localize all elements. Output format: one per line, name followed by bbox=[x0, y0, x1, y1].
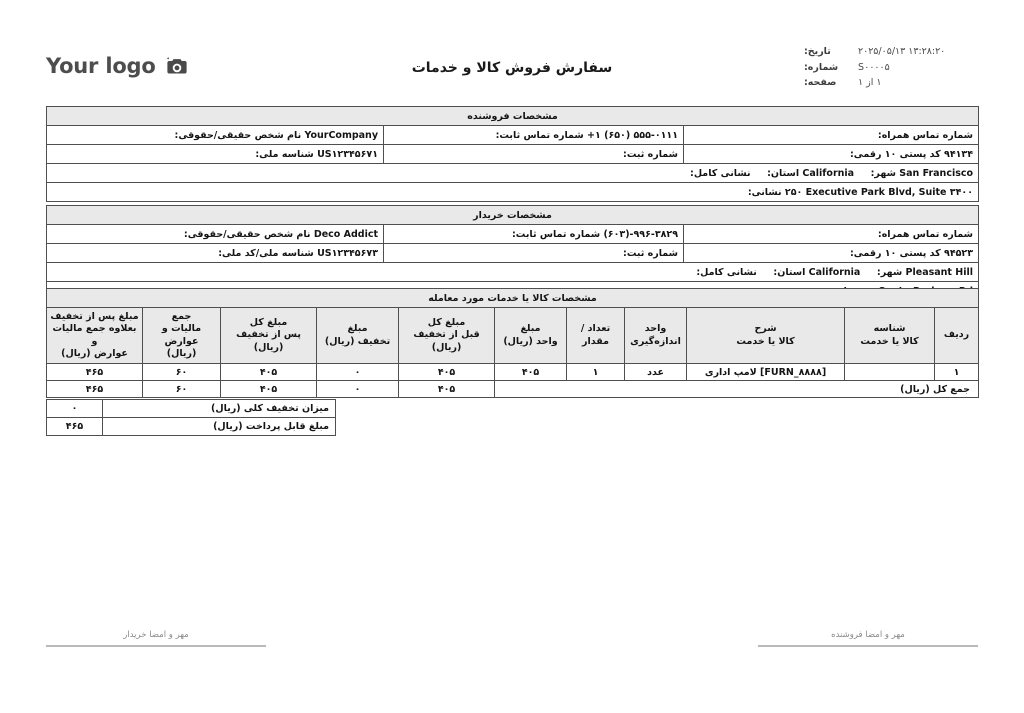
seller-phone-value: +۱ (۶۵۰) ۵۵۵-۰۱۱۱ bbox=[587, 129, 679, 141]
seller-postal-value: ۹۴۱۳۴ bbox=[944, 148, 974, 160]
row-discount: ۰ bbox=[317, 364, 399, 381]
buyer-postal-cell bbox=[684, 244, 979, 263]
row-unit: عدد bbox=[625, 364, 687, 381]
buyer-national-id-value: US۱۲۳۴۵۶۷۳ bbox=[317, 247, 379, 259]
buyer-registration-cell bbox=[384, 244, 684, 263]
seller-phone-label: شماره تماس ثابت: bbox=[495, 129, 584, 141]
document-meta bbox=[804, 44, 978, 91]
column-header-total-after-discount: مبلغ کل پس از تخفیف (ریال) bbox=[221, 308, 317, 364]
buyer-band-row bbox=[47, 206, 979, 225]
column-header-tax: جمع مالیات و عوارض (ریال) bbox=[143, 308, 221, 364]
table-row bbox=[47, 263, 979, 282]
buyer-name-value: Deco Addict bbox=[313, 228, 379, 240]
table-row bbox=[47, 145, 979, 164]
seller-band-row bbox=[47, 107, 979, 126]
buyer-section-title: مشخصات خریدار bbox=[47, 206, 979, 225]
column-header-discount: مبلغ تخفیف (ریال) bbox=[317, 308, 399, 364]
row-total-before-discount: ۴۰۵ bbox=[399, 364, 495, 381]
seller-registration-cell bbox=[384, 145, 684, 164]
column-header-unit: واحد اندازه‌گیری bbox=[625, 308, 687, 364]
column-header-qty: تعداد / مقدار bbox=[567, 308, 625, 364]
table-row bbox=[47, 164, 979, 183]
total-discount-label: میزان تخفیف کلی (ریال) bbox=[103, 400, 336, 418]
seller-name-value: YourCompany bbox=[304, 129, 379, 141]
seller-full-address-label: نشانی کامل: bbox=[690, 167, 751, 179]
buyer-province-label: استان: bbox=[773, 266, 806, 278]
buyer-postal-value: ۹۴۵۲۳ bbox=[944, 247, 974, 259]
meta-number-value: S۰۰۰۰۵ bbox=[858, 61, 890, 73]
buyer-table bbox=[46, 205, 979, 301]
seller-table bbox=[46, 106, 979, 202]
seller-city-value: San Francisco bbox=[899, 167, 974, 179]
seller-postal-cell bbox=[684, 145, 979, 164]
buyer-full-address-label: نشانی کامل: bbox=[696, 266, 757, 278]
buyer-name-label: نام شخص حقیقی/حقوقی: bbox=[183, 228, 311, 240]
row-unit-price: ۴۰۵ bbox=[495, 364, 567, 381]
buyer-national-id-cell bbox=[47, 244, 384, 263]
buyer-phone-cell bbox=[384, 225, 684, 244]
items-table bbox=[46, 288, 979, 398]
meta-number-row bbox=[804, 60, 978, 76]
seller-name-label: نام شخص حقیقی/حقوقی: bbox=[174, 129, 302, 141]
items-total-with-tax: ۴۶۵ bbox=[47, 381, 143, 398]
seller-signature-line bbox=[758, 645, 978, 647]
row-total-after-discount: ۴۰۵ bbox=[221, 364, 317, 381]
logo-text: Your logo bbox=[46, 54, 156, 78]
items-total-tax: ۶۰ bbox=[143, 381, 221, 398]
items-total-discount: ۰ bbox=[317, 381, 399, 398]
meta-date-value: ۱۳:۲۸:۲۰ ۲۰۲۵/۰۵/۱۳ bbox=[858, 46, 946, 57]
table-row bbox=[47, 364, 979, 381]
column-header-desc: شرح کالا یا خدمت bbox=[687, 308, 845, 364]
seller-national-id-label: شناسه ملی: bbox=[255, 148, 314, 160]
items-header-row bbox=[47, 308, 979, 364]
meta-page-value: ۱ از ۱ bbox=[858, 77, 882, 88]
total-discount-row bbox=[47, 400, 336, 418]
items-total-before-discount: ۴۰۵ bbox=[399, 381, 495, 398]
seller-location-cell bbox=[47, 164, 979, 183]
table-row bbox=[47, 126, 979, 145]
meta-page-row bbox=[804, 75, 978, 91]
buyer-signature-label: مهر و امضا خریدار bbox=[123, 630, 189, 640]
seller-signature-label: مهر و امضا فروشنده bbox=[831, 630, 905, 640]
amount-payable-value: ۴۶۵ bbox=[47, 418, 103, 436]
row-quantity: ۱ bbox=[567, 364, 625, 381]
seller-section-title: مشخصات فروشنده bbox=[47, 107, 979, 126]
document-header bbox=[46, 44, 978, 102]
seller-address-cell bbox=[47, 183, 979, 202]
seller-national-id-value: US۱۲۳۴۵۶۷۱ bbox=[317, 148, 379, 160]
table-row bbox=[47, 225, 979, 244]
column-header-code: شناسه کالا یا خدمت bbox=[845, 308, 935, 364]
table-row bbox=[47, 244, 979, 263]
totals-table bbox=[46, 399, 336, 436]
seller-address-value: ۲۵۰ Executive Park Blvd, Suite ۳۴۰۰ bbox=[784, 186, 974, 198]
seller-registration-label: شماره ثبت: bbox=[623, 148, 679, 160]
amount-payable-row bbox=[47, 418, 336, 436]
amount-payable-label: مبلغ قابل پرداخت (ریال) bbox=[103, 418, 336, 436]
table-row bbox=[47, 183, 979, 202]
buyer-signature-block bbox=[46, 630, 266, 647]
column-header-grand: مبلغ پس از تخفیف بعلاوه جمع مالیات و عوارض (ریال) bbox=[47, 308, 143, 364]
seller-name-cell bbox=[47, 126, 384, 145]
seller-mobile-label: شماره تماس همراه: bbox=[877, 129, 974, 141]
items-total-after-discount: ۴۰۵ bbox=[221, 381, 317, 398]
buyer-mobile-label: شماره تماس همراه: bbox=[877, 228, 974, 240]
buyer-city-value: Pleasant Hill bbox=[905, 266, 974, 278]
buyer-registration-label: شماره ثبت: bbox=[623, 247, 679, 259]
buyer-location-cell bbox=[47, 263, 979, 282]
items-band-row bbox=[47, 289, 979, 308]
column-header-total-before-discount: مبلغ کل قبل از تخفیف (ریال) bbox=[399, 308, 495, 364]
row-tax: ۶۰ bbox=[143, 364, 221, 381]
buyer-mobile-cell bbox=[684, 225, 979, 244]
row-total-with-tax: ۴۶۵ bbox=[47, 364, 143, 381]
seller-postal-label: کد پستی ۱۰ رقمی: bbox=[849, 148, 941, 160]
row-code bbox=[845, 364, 935, 381]
buyer-name-cell bbox=[47, 225, 384, 244]
meta-number-label: شماره: bbox=[804, 61, 839, 73]
column-header-index: ردیف bbox=[935, 308, 979, 364]
buyer-signature-line bbox=[46, 645, 266, 647]
seller-province-value: California bbox=[802, 167, 855, 179]
items-section-title: مشخصات کالا یا خدمات مورد معامله bbox=[47, 289, 979, 308]
buyer-city-label: شهر: bbox=[876, 266, 903, 278]
row-description: [FURN_۸۸۸۸] لامپ اداری bbox=[687, 364, 845, 381]
seller-signature-block bbox=[758, 630, 978, 647]
meta-page-label: صفحه: bbox=[804, 77, 837, 88]
items-total-label: جمع کل (ریال) bbox=[495, 381, 979, 398]
meta-date-row bbox=[804, 44, 978, 60]
seller-province-label: استان: bbox=[767, 167, 800, 179]
row-index: ۱ bbox=[935, 364, 979, 381]
seller-mobile-cell bbox=[684, 126, 979, 145]
page-title: سفارش فروش کالا و خدمات bbox=[411, 60, 613, 76]
column-header-unitprice: مبلغ واحد (ریال) bbox=[495, 308, 567, 364]
buyer-postal-label: کد پستی ۱۰ رقمی: bbox=[849, 247, 941, 259]
seller-city-label: شهر: bbox=[870, 167, 896, 179]
total-discount-value: ۰ bbox=[47, 400, 103, 418]
meta-date-label: تاریخ: bbox=[804, 46, 831, 57]
buyer-province-value: California bbox=[808, 266, 861, 278]
buyer-national-id-label: شناسه ملی/کد ملی: bbox=[218, 247, 314, 259]
buyer-phone-value: (۶۰۳)-۹۹۶-۳۸۲۹ bbox=[603, 228, 679, 240]
seller-phone-cell bbox=[384, 126, 684, 145]
buyer-phone-label: شماره تماس ثابت: bbox=[512, 228, 601, 240]
seller-national-id-cell bbox=[47, 145, 384, 164]
items-total-row bbox=[47, 381, 979, 398]
seller-address-label: نشانی: bbox=[747, 186, 782, 198]
